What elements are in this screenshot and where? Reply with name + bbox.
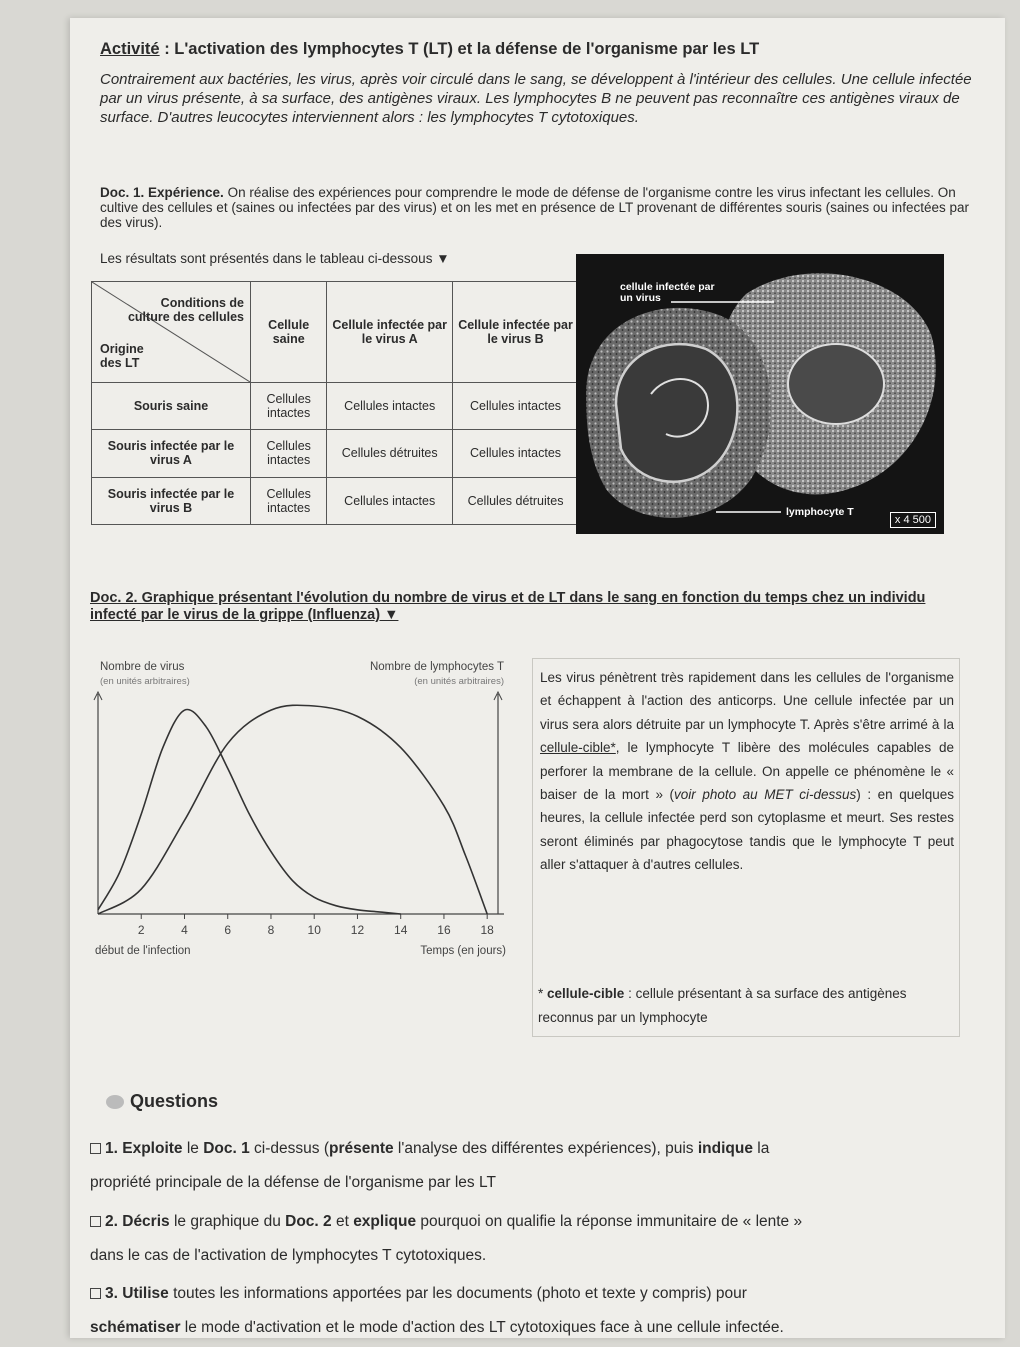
left-axis-label: Nombre de virus bbox=[100, 661, 185, 673]
corner-top-label: Conditions de culture des cellules bbox=[127, 296, 244, 324]
table-cell: Cellules intactes bbox=[251, 477, 327, 524]
x-tick-label: 6 bbox=[224, 923, 232, 937]
column-header: Cellule saine bbox=[251, 282, 327, 383]
chart-series bbox=[98, 705, 487, 914]
table-cell: Cellules intactes bbox=[327, 383, 453, 430]
x-tick-label: 8 bbox=[267, 923, 275, 937]
question-3: 3. Utilise toutes les informations apportées par les documents (photo et texte y compris) pour schématiser le mode d'activation et le mode d'action des LT cytotoxiques face à une cellule infectée. bbox=[90, 1285, 784, 1336]
pencil-icon bbox=[106, 1095, 124, 1109]
row-header: Souris infectée par le virus B bbox=[92, 477, 251, 524]
doc2-title: Doc. 2. Graphique présentant l'évolution du nombre de virus et de LT dans le sang en fonction du temps chez un individu infecté par le virus de la grippe (Influenza) ▼ bbox=[90, 590, 926, 623]
table-cell: Cellules intactes bbox=[453, 383, 579, 430]
x-axis-label: Temps (en jours) bbox=[420, 945, 506, 957]
x-ticks bbox=[138, 914, 494, 937]
right-axis-unit: (en unités arbitraires) bbox=[414, 676, 504, 687]
table-row bbox=[92, 477, 579, 524]
x-tick-label: 16 bbox=[437, 923, 451, 937]
magnification-label: x 4 500 bbox=[890, 512, 936, 528]
table-row bbox=[92, 430, 579, 477]
question-1: 1. Exploite le Doc. 1 ci-dessus (présente l'analyse des différentes expériences), puis indique la propriété principale de la défense de l'organisme par les LT bbox=[90, 1140, 770, 1191]
table-cell: Cellules intactes bbox=[327, 477, 453, 524]
doc1-description: Doc. 1. Expérience. On réalise des expériences pour comprendre le mode de défense de l'organisme contre les virus infectant les cellules. On cultive des cellules et (saines ou infectées par des virus) et on les met en présence de LT provenant de différentes souris (saines ou infectées par des virus). bbox=[100, 185, 969, 230]
lymphocyte-label: lymphocyte T bbox=[786, 506, 854, 518]
column-header: Cellule infectée par le virus A bbox=[327, 282, 453, 383]
table-cell: Cellules intactes bbox=[251, 383, 327, 430]
series-line-virus bbox=[98, 709, 401, 914]
x-tick-label: 12 bbox=[350, 923, 365, 937]
table-cell: Cellules intactes bbox=[251, 430, 327, 477]
x-tick-label: 2 bbox=[137, 923, 145, 937]
row-header: Souris infectée par le virus A bbox=[92, 430, 251, 477]
table-corner-cell bbox=[92, 282, 251, 383]
x-tick-label: 10 bbox=[307, 923, 321, 937]
table-caption: Les résultats sont présentés dans le tableau ci-dessous ▼ bbox=[100, 251, 450, 266]
x-tick-label: 4 bbox=[181, 923, 188, 937]
table-cell: Cellules intactes bbox=[453, 430, 579, 477]
worksheet-page bbox=[70, 18, 1005, 1338]
intro-paragraph: Contrairement aux bactéries, les virus, après voir circulé dans le sang, se développent à l'intérieur des cellules. Une cellule infectée par un virus présente, à sa surface, des antigènes viraux. Les lymphocytes B ne peuvent pas reconnaître ces antigènes viraux de surface. D'autres leucocytes interviennent alors : les lymphocytes T cytotoxiques. bbox=[100, 71, 972, 126]
results-table bbox=[91, 281, 579, 525]
x-origin-label: début de l'infection bbox=[95, 945, 191, 957]
infected-cell-label: cellule infectée par un virus bbox=[620, 281, 715, 304]
virus-lymphocyte-chart bbox=[80, 646, 510, 966]
activity-title: Activité : L'activation des lymphocytes T (LT) et la défense de l'organisme par les LT bbox=[100, 40, 760, 58]
checkbox-icon bbox=[90, 1288, 101, 1299]
footnote: * cellule-cible : cellule présentant à sa surface des antigènes reconnus par un lymphocyte bbox=[538, 986, 907, 1025]
series-line-lymphocytes bbox=[98, 705, 487, 914]
checkbox-icon bbox=[90, 1216, 101, 1227]
doc2-explanation: Les virus pénètrent très rapidement dans les cellules de l'organisme et échappent à l'action des anticorps. Une cellule infectée par un virus sera alors détruite par un lymphocyte T. Après s'être arrimé à la cellule-cible*, le lymphocyte T libère des molécules capables de perforer la membrane de la cellule. On appelle ce phénomène le « baiser de la mort » (voir photo au MET ci-dessus) : en quelques heures, la cellule infectée perd son cytoplasme et meurt. Ses restes seront éliminés par phagocytose tandis que le lymphocyte T peut aller s'attaquer à d'autres cellules. bbox=[540, 670, 954, 873]
left-axis-unit: (en unités arbitraires) bbox=[100, 676, 190, 687]
question-2: 2. Décris le graphique du Doc. 2 et explique pourquoi on qualifie la réponse immunitaire de « lente » dans le cas de l'activation de lymphocytes T cytotoxiques. bbox=[90, 1213, 803, 1264]
table-header-row bbox=[92, 282, 579, 383]
checkbox-icon bbox=[90, 1143, 101, 1154]
x-tick-label: 14 bbox=[394, 923, 408, 937]
questions-heading: Questions bbox=[106, 1091, 218, 1112]
met-photo bbox=[576, 254, 944, 534]
x-tick-label: 18 bbox=[480, 923, 494, 937]
table-cell: Cellules détruites bbox=[327, 430, 453, 477]
row-header: Souris saine bbox=[92, 383, 251, 430]
right-axis-label: Nombre de lymphocytes T bbox=[369, 661, 504, 673]
table-cell: Cellules détruites bbox=[453, 477, 579, 524]
column-header: Cellule infectée par le virus B bbox=[453, 282, 579, 383]
table-row bbox=[92, 383, 579, 430]
corner-bottom-label: Origine des LT bbox=[100, 342, 144, 370]
